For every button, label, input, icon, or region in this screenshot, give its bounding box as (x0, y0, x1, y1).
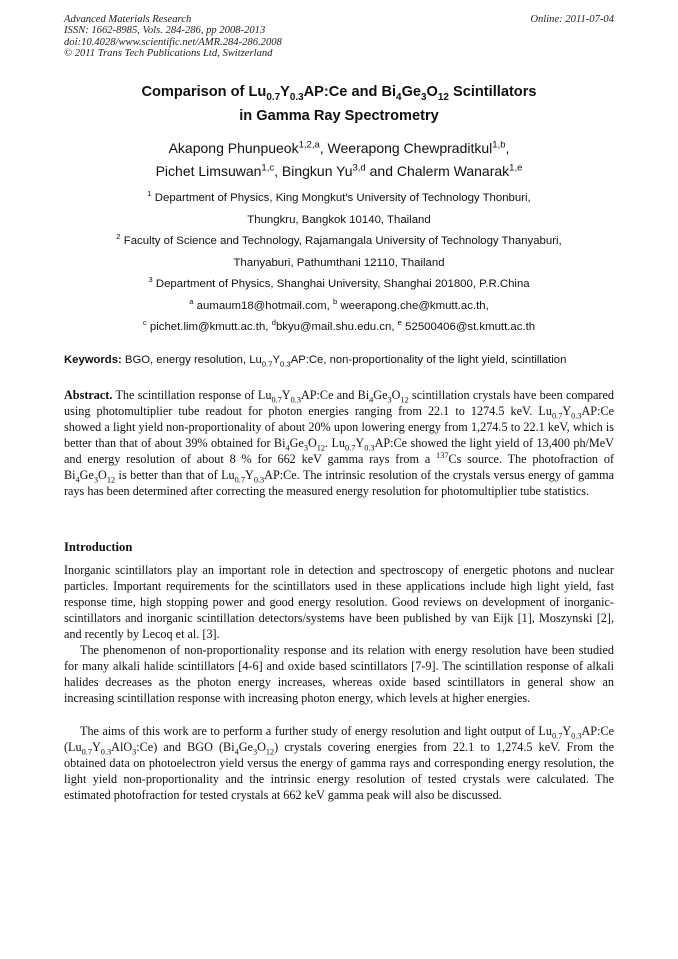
journal-name: Advanced Materials Research (64, 14, 192, 25)
abstract-label: Abstract. (64, 388, 113, 402)
introduction-paragraph-2: The phenomenon of non-proportionality response and its relation with energy resolution have been studied for many alkali halide scintillators [4-6] and oxide based scintillators [7-9]. The scintillation response of alkali halides decreases as the photon energy increases, whereas oxide based scintillators in general show an increasing scintillation response with increasing photon energy, which levels at higher energies. (64, 643, 614, 705)
keywords-label: Keywords: (64, 354, 122, 366)
introduction-paragraph-1: Inorganic scintillators play an important role in detection and spectroscopy of energetic photons and nuclear particles. Important requirements for the scintillators used in these applications include high light yield, fast response time, high stopping power and good energy resolution. Good reviews on development of inorganic-scintillators and inorganic scintillation detectors/systems have been published by van Eijk [1], Moszynski [2], and recently by Lecoq et al. [3]. (64, 563, 614, 641)
keywords: Keywords: BGO, energy resolution, $Lu_{0.7}Y_{0.3}AP:Ce$, non-proportionality of the light yield, scintillation (64, 354, 567, 369)
copyright-line: © 2011 Trans Tech Publications Ltd, Switzerland (64, 48, 273, 60)
title-line-2: in Gamma Ray Spectrometry (239, 108, 439, 124)
affiliation-2a: $^2$ Faculty of Science and Technology, Rajamangala University of Technology Thanyaburi, (116, 232, 562, 247)
title-line-1: Comparison of $Lu_{0.7}Y_{0.3}AP:Ce$ and $Bi_4Ge_3O_{12}$ Scintillators (141, 84, 537, 103)
doi-line: doi:10.4028/www.scientific.net/AMR.284-286.2008 (64, 36, 282, 48)
authors-line-2: Pichet Limsuwan$^{1,c}$, Bingkun Yu$^{3,d}$ and Chalerm Wanarak$^{1,e}$ (155, 162, 523, 179)
issn-line: ISSN: 1662-8985, Vols. 284-286, pp 2008-2013 (64, 25, 266, 37)
introduction-heading: Introduction (64, 540, 133, 554)
authors-line-1: Akapong Phunpueok$^{1,2,a}$, Weerapong Chewpraditkul$^{1,b}$, (168, 139, 510, 156)
online-date: Online: 2011-07-04 (530, 14, 614, 25)
author-list (40, 137, 638, 183)
affiliation-1a: $^1$ Department of Physics, King Mongkut's University of Technology Thonburi, (147, 189, 531, 204)
abstract: Abstract. The scintillation response of $Lu_{0.7}Y_{0.3}AP:Ce$ and $Bi_4Ge_3O_{12}$ scintillation crystals have been compared using photomultiplier tube readout for photon energies ranging from 22.1 to 1274.5 keV. $Lu_{0.7}Y_{0.3}AP:Ce$ showed a light yield non-proportionality of about 20% upon lowering energy from 1,274.5 to 22.1 keV, which is better than that of about 39% obtained for $Bi_4Ge_3O_{12}$. $Lu_{0.7}Y_{0.3}AP:Ce$ showed the light yield of 13,400 ph/MeV and energy resolution of about 8 % for 662 keV gamma rays from a $^{137}$Cs source. The photofraction of $Bi_4Ge_3O_{12}$ is better than that of $Lu_{0.7}Y_{0.3}AP:Ce$. The intrinsic resolution of the crystals versus energy of gamma rays has been determined after correcting the measured energy resolution for photomultiplier tube statistics. (64, 388, 615, 498)
affiliation-2b: Thanyaburi, Pathumthani 12110, Thailand (233, 256, 445, 269)
journal-header (64, 14, 614, 60)
affiliation-1b: Thungkru, Bangkok 10140, Thailand (247, 213, 431, 226)
paper-title (40, 80, 638, 128)
introduction-paragraph-3: The aims of this work are to perform a further study of energy resolution and light output of $Lu_{0.7}Y_{0.3}AP:Ce$ $(Lu_{0.7}Y_{0.3}AlO_3:Ce)$ and BGO $(Bi_4Ge_3O_{12})$ crystals covering energies from 22.1 to 1,274.5 keV. From the obtained data on photoelectron yield versus the energy of gamma rays and corresponding energy resolution, the light yield non-proportionality and the intrinsic energy resolution of tested crystals were calculated. The estimated photofraction for tested crystals at 662 keV gamma peak will also be discussed. (64, 724, 614, 802)
emails-line-1: $^a$ aumaum18@hotmail.com, $^b$ weerapong.che@kmutt.ac.th, (189, 296, 489, 312)
affiliations (40, 188, 638, 339)
affiliation-3: $^3$ Department of Physics, Shanghai University, Shanghai 201800, P.R.China (148, 275, 530, 290)
emails-line-2: $^c$ pichet.lim@kmutt.ac.th, $^d$bkyu@mail.shu.edu.cn, $^e$ 52500406@st.kmutt.ac.th (142, 318, 536, 333)
